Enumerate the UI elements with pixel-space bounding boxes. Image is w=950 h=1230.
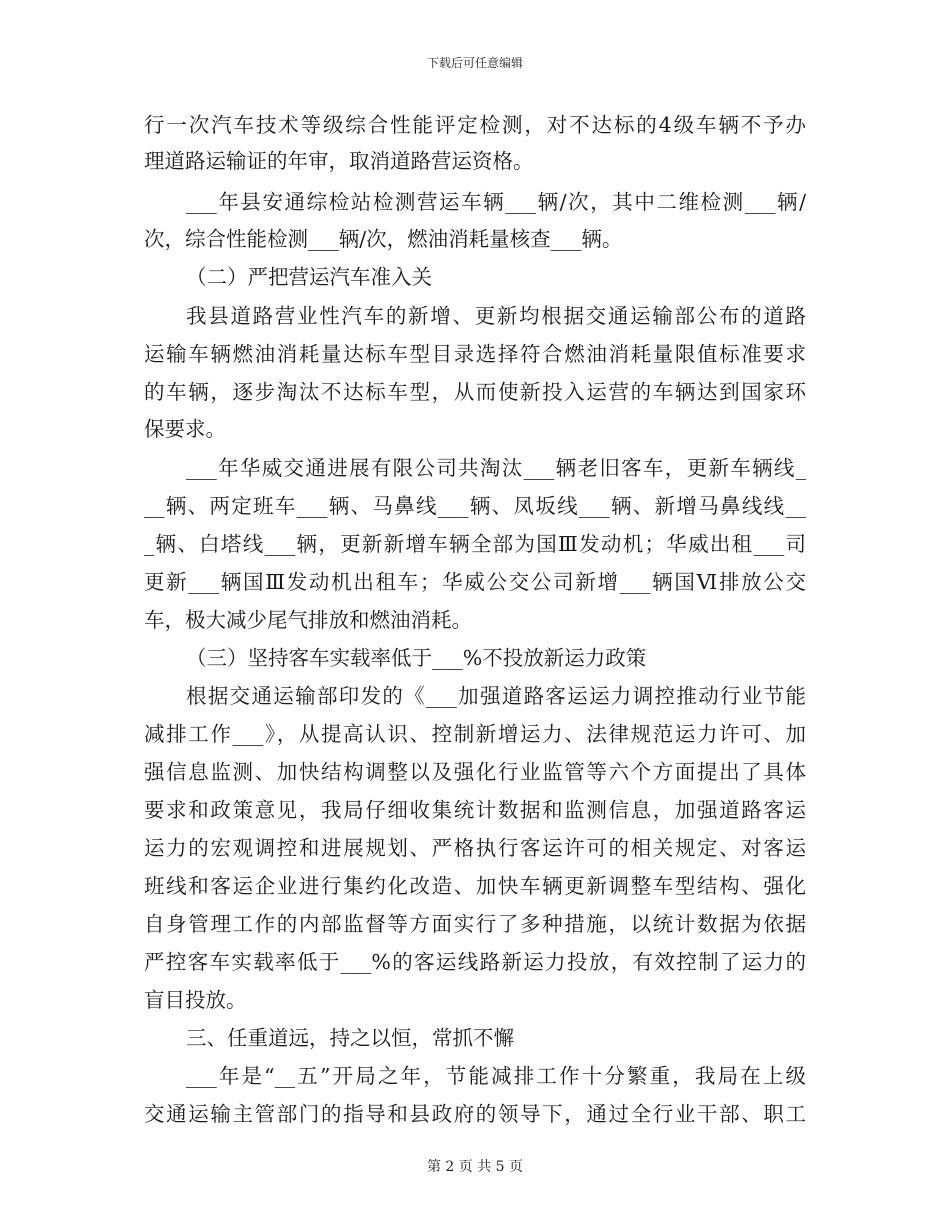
body-line: _辆、白塔线___辆，更新新增车辆全部为国Ⅲ发动机；华威出租___司 — [144, 532, 806, 556]
body-line: 的车辆，逐步淘汰不达标车型，从而使新投入运营的车辆达到国家环 — [144, 380, 806, 404]
body-line: 行一次汽车技术等级综合性能评定检测，对不达标的4级车辆不予办 — [144, 113, 806, 137]
body-line: ___年是“__五”开局之年，节能减排工作十分繁重，我局在上级 — [186, 1064, 806, 1088]
body-line: 根据交通运输部印发的《___加强道路客运运力调控推动行业节能 — [186, 684, 806, 708]
body-line: 强信息监测、加快结构调整以及强化行业监管等六个方面提出了具体 — [144, 760, 806, 784]
body-line: 盲目投放。 — [144, 988, 247, 1012]
body-line: 减排工作___》，从提高认识、控制新增运力、法律规范运力许可、加 — [144, 722, 806, 746]
body-line: 保要求。 — [144, 417, 226, 441]
page-header: 下载后可任意编辑 — [426, 56, 523, 70]
body-line: 自身管理工作的内部监督等方面实行了多种措施，以统计数据为依据 — [144, 912, 806, 936]
body-line: 理道路运输证的年审，取消道路营运资格。 — [144, 149, 534, 173]
body-line: 我县道路营业性汽车的新增、更新均根据交通运输部公布的道路 — [186, 304, 806, 328]
body-line: 车，极大减少尾气排放和燃油消耗。 — [144, 608, 472, 632]
section-heading: （三）坚持客车实载率低于___%不投放新运力政策 — [186, 646, 647, 670]
body-line: 要求和政策意见，我局仔细收集统计数据和监测信息，加强道路客运 — [144, 798, 806, 822]
body-line: ___年县安通综检站检测营运车辆___辆/次，其中二维检测___辆/ — [186, 190, 806, 214]
section-heading: （二）严把营运汽车准入关 — [186, 265, 432, 289]
body-line: __辆、两定班车___辆、马鼻线___辆、凤坂线___辆、新增马鼻线线__ — [144, 494, 806, 518]
body-line: 运力的宏观调控和进展规划、严格执行客运许可的相关规定、对客运 — [144, 836, 806, 860]
body-line: 严控客车实载率低于___%的客运线路新运力投放，有效控制了运力的 — [144, 950, 806, 974]
body-line: 班线和客运企业进行集约化改造、加快车辆更新调整车型结构、强化 — [144, 874, 806, 898]
body-line: ___年华威交通进展有限公司共淘汰___辆老旧客车，更新车辆线_ — [186, 456, 806, 480]
section-heading: 三、任重道远，持之以恒，常抓不懈 — [186, 1026, 514, 1050]
page-footer: 第 2 页 共 5 页 — [426, 1159, 524, 1175]
body-line: 运输车辆燃油消耗量达标车型目录选择符合燃油消耗量限值标准要求 — [144, 342, 806, 366]
body-line: 更新___辆国Ⅲ发动机出租车；华威公交公司新增___辆国Ⅵ排放公交 — [144, 570, 806, 594]
body-line: 交通运输主管部门的指导和县政府的领导下，通过全行业干部、职工 — [144, 1102, 806, 1126]
body-line: 次，综合性能检测___辆/次，燃油消耗量核查___辆。 — [144, 227, 623, 251]
